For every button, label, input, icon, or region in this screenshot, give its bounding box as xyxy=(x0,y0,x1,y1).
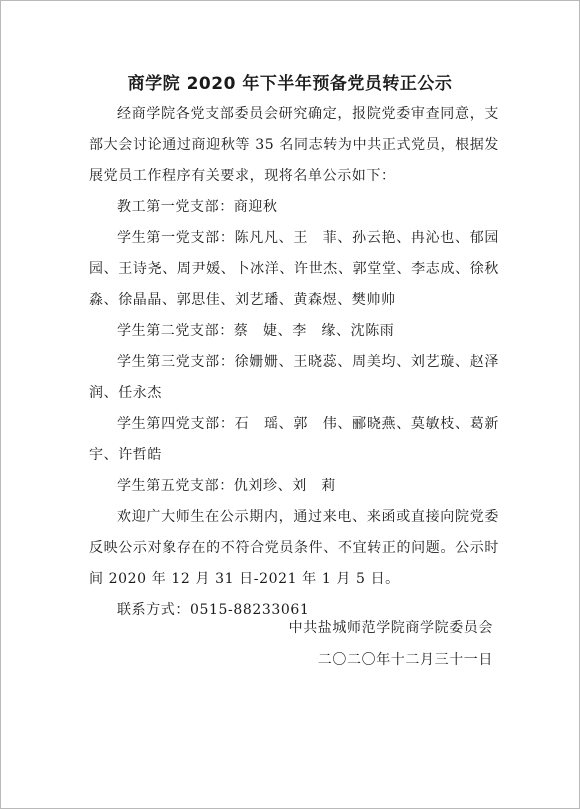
notice-paragraph: 欢迎广大师生在公示期内，通过来电、来函或直接向院党委反映公示对象存在的不符合党员条件、不宜转正的问题。公示时间 2020 年 12 月 31 日-2021 年 1 月 5 日。 xyxy=(89,509,499,587)
branch-paragraph-student-2: 学生第二党支部：蔡 婕、李 缘、沈陈雨 xyxy=(117,323,395,339)
document-title: 商学院 2020 年下半年预备党员转正公示 xyxy=(127,74,453,94)
branch-paragraph-student-1: 学生第一党支部：陈凡凡、王 菲、孙云艳、冉沁也、郁园园、王诗尧、周尹媛、卜冰洋、许世杰、郭堂堂、李志成、徐秋淼、徐晶晶、郭思佳、刘艺璠、黄森煜、樊帅帅 xyxy=(89,230,499,308)
branch-paragraph-student-4: 学生第四党支部：石 瑶、郭 伟、郦晓燕、莫敏枝、葛新宇、许哲皓 xyxy=(89,416,499,463)
branch-paragraph-teacher-1: 教工第一党支部：商迎秋 xyxy=(117,199,278,215)
document-body xyxy=(89,99,499,626)
signature-organization: 中共盐城师范学院商学院委员会 xyxy=(288,620,493,636)
contact-paragraph: 联系方式：0515-88233061 xyxy=(117,602,310,618)
intro-paragraph: 经商学院各党支部委员会研究确定，报院党委审查同意，支部大会讨论通过商迎秋等 35 名同志转为中共正式党员，根据发展党员工作程序有关要求，现将名单公示如下： xyxy=(89,106,499,184)
signature-date: 二〇二〇年十二月三十一日 xyxy=(317,652,493,668)
branch-paragraph-student-3: 学生第三党支部：徐姗姗、王晓蕊、周美均、刘艺璇、赵泽润、任永杰 xyxy=(89,354,499,401)
branch-paragraph-student-5: 学生第五党支部：仇刘珍、刘 莉 xyxy=(117,478,336,494)
